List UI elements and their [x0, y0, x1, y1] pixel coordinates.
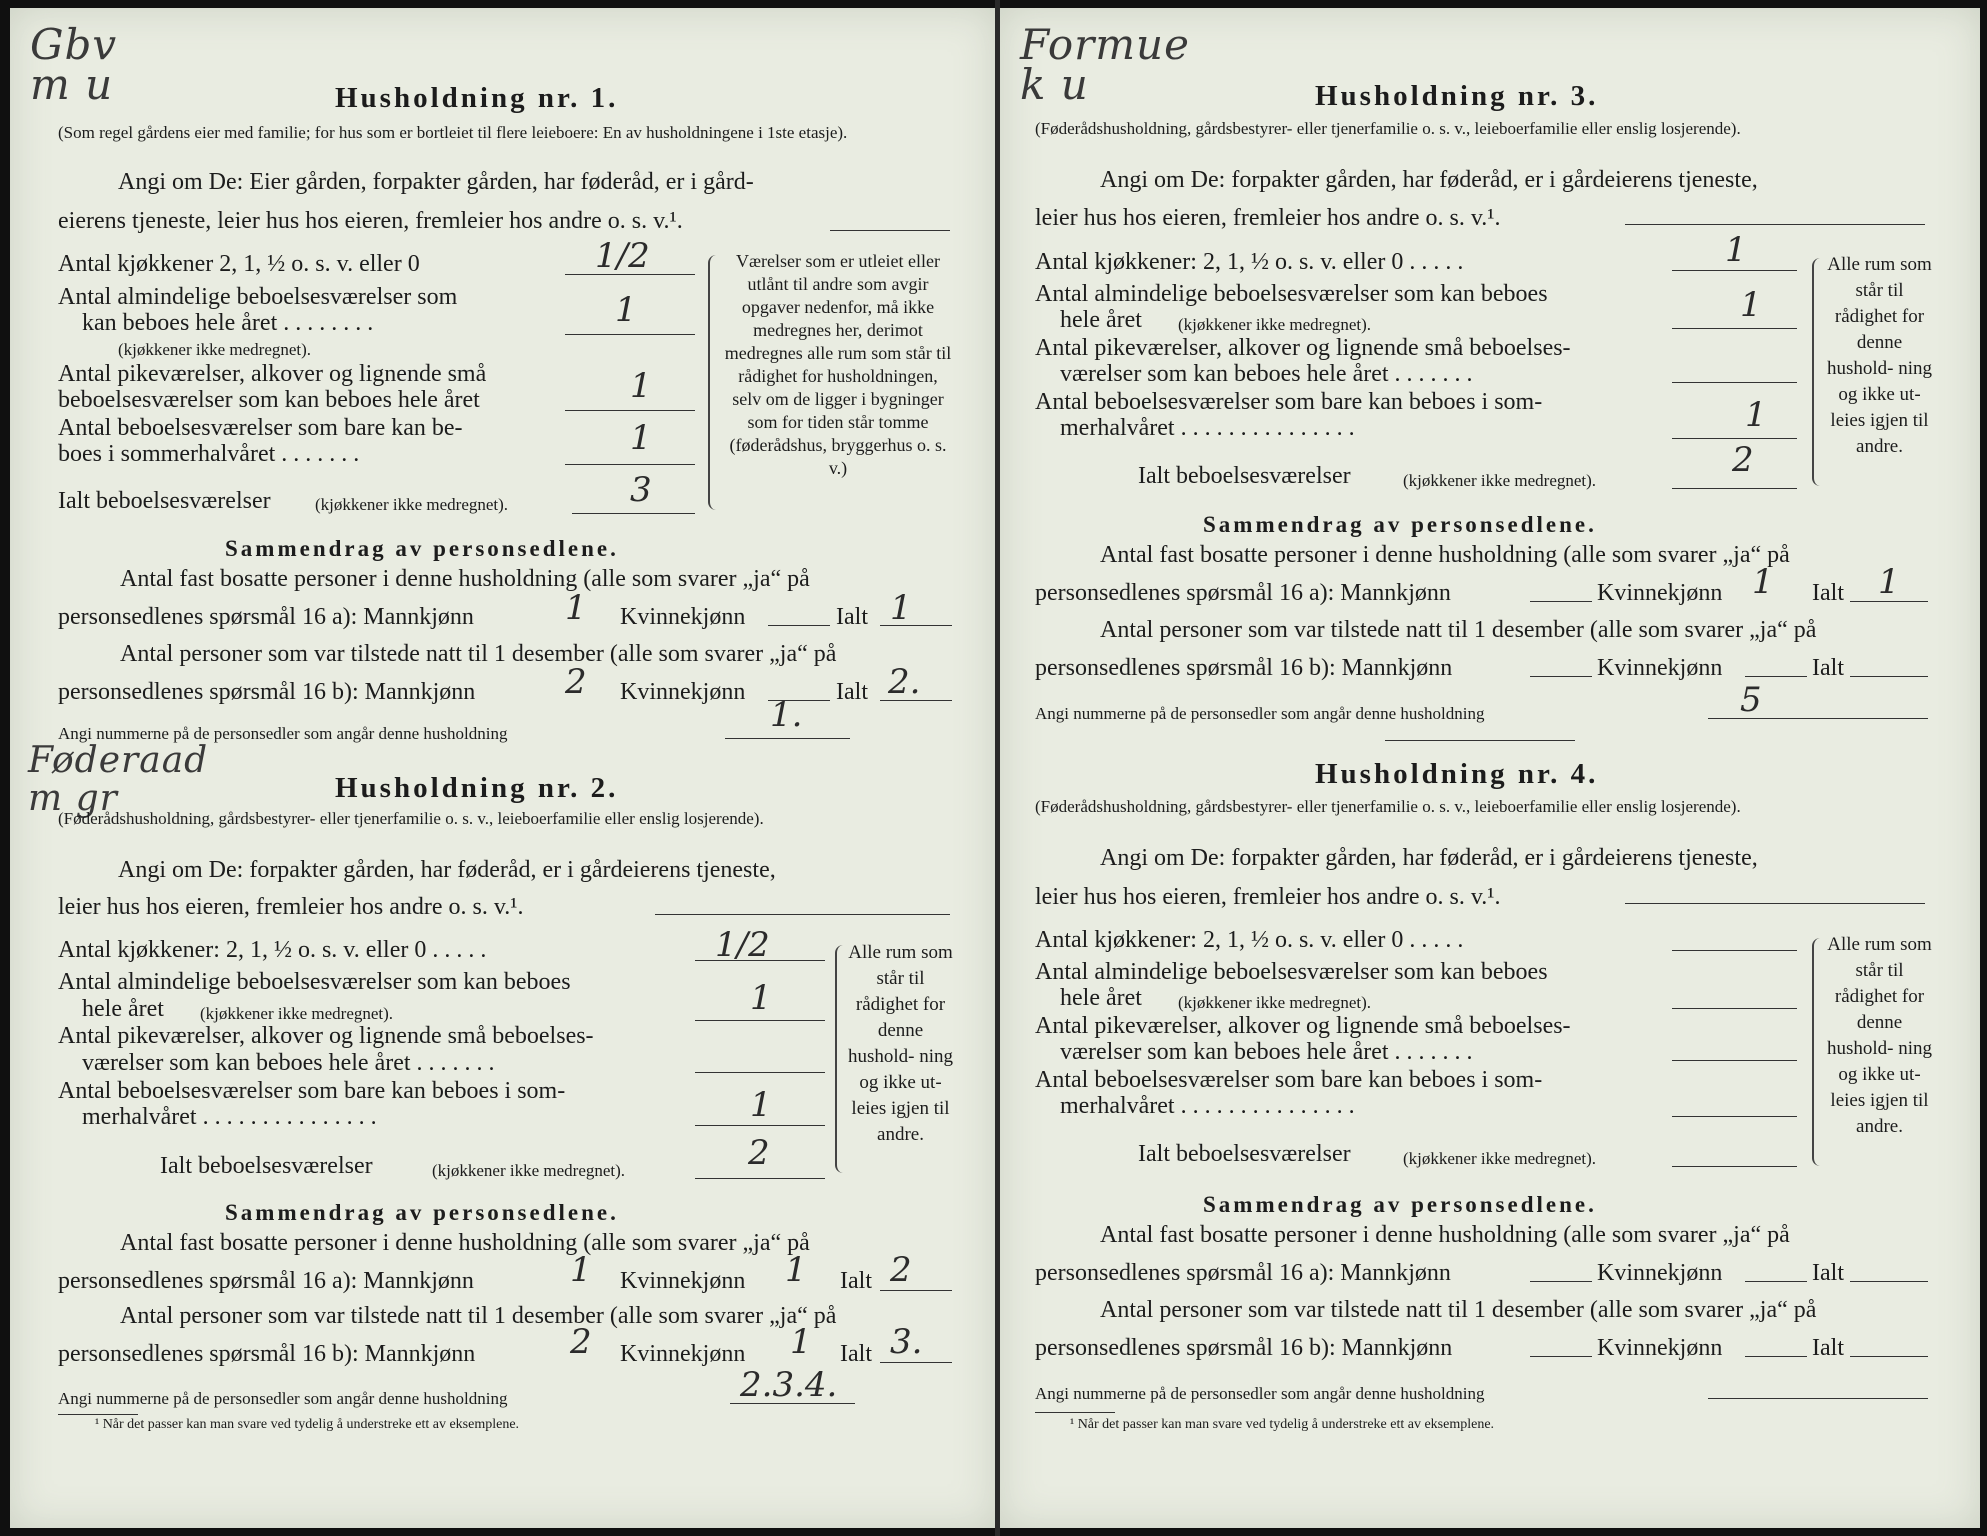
h4-fast-line1: Antal fast bosatte personer i denne husholdning (alle som svarer „ja“ på: [1100, 1222, 1790, 1248]
h3-tilst-ialt-label: Ialt: [1812, 655, 1844, 681]
h3-angi-answer-line: [1625, 224, 1925, 225]
h1-tilst-ialt-label: Ialt: [836, 679, 868, 705]
h4-fast-kvinne-label: Kvinnekjønn: [1597, 1260, 1723, 1286]
h3-alm-line: [1672, 328, 1797, 329]
h2-tilst-male: 2: [570, 1322, 592, 1362]
h3-tilst-ialt-line: [1850, 676, 1928, 677]
h2-alm-line: [695, 1020, 825, 1021]
h2-tilst-line2: personsedlenes spørsmål 16 b): Mannkjønn: [58, 1341, 476, 1367]
left-footnote: ¹ Når det passer kan man svare ved tydelig å understreke ett av eksemplene.: [95, 1417, 520, 1432]
h2-ialt-value: 2: [748, 1133, 770, 1173]
h1-sommer-label1: Antal beboelsesværelser som bare kan be-: [58, 415, 463, 441]
h3-sommer-label1: Antal beboelsesværelser som bare kan beboes i som-: [1035, 389, 1543, 415]
h4-tilst-line2: personsedlenes spørsmål 16 b): Mannkjønn: [1035, 1335, 1453, 1361]
h3-ialt-note: (kjøkkener ikke medregnet).: [1403, 471, 1597, 490]
h4-nummer-line: [1708, 1398, 1928, 1399]
h2-alm-label2: hele året: [82, 996, 164, 1022]
h4-pike-line: [1672, 1060, 1797, 1061]
h2-alm-label1: Antal almindelige beboelsesværelser som kan beboes: [58, 969, 571, 995]
h3-fast-line2: personsedlenes spørsmål 16 a): Mannkjønn: [1035, 580, 1451, 606]
h4-side-text: Alle rum som står til rådighet for denne hushold- ning og ikke ut- leies igjen til andre.: [1826, 934, 1933, 1137]
h2-tilst-ialt-label: Ialt: [840, 1341, 872, 1367]
h3-h4-separator: [1385, 740, 1575, 741]
h1-sommer-label2: boes i sommerhalvåret . . . . . . .: [58, 441, 360, 467]
h1-tilst-ialt-line: [880, 700, 952, 701]
h1-fast-total: 1: [890, 588, 912, 628]
h1-fast-kvinne-line: [768, 625, 830, 626]
h1-alm-label1: Antal almindelige beboelsesværelser som: [58, 284, 458, 310]
h2-ialt-line: [695, 1178, 825, 1179]
left-footnote-rule: [58, 1414, 138, 1415]
h1-alm-note: (kjøkkener ikke medregnet).: [118, 340, 312, 359]
h3-fast-female: 1: [1752, 562, 1774, 602]
h2-tilst-kvinne-label: Kvinnekjønn: [620, 1341, 746, 1367]
h1-alm-line: [565, 334, 695, 335]
h2-title: Husholdning nr. 2.: [335, 772, 619, 804]
h4-kjokken-label: Antal kjøkkener: 2, 1, ½ o. s. v. eller 0 . . . . .: [1035, 927, 1464, 953]
margin-note-foderaad: Føderaad m gr: [28, 740, 209, 819]
h2-kjokken-value: 1/2: [715, 925, 770, 965]
h4-fast-line2: personsedlenes spørsmål 16 a): Mannkjønn: [1035, 1260, 1451, 1286]
h1-fast-ialt-label: Ialt: [836, 604, 868, 630]
h2-summary-title: Sammendrag av personsedlene.: [225, 1200, 619, 1225]
h4-sommer-line: [1672, 1116, 1797, 1117]
h1-fast-line2: personsedlenes spørsmål 16 a): Mannkjønn: [58, 604, 474, 630]
h4-sommer-label2: merhalvåret . . . . . . . . . . . . . . .: [1060, 1093, 1355, 1119]
h1-nummer-line: [725, 738, 850, 739]
h2-fast-male: 1: [570, 1250, 592, 1290]
h2-angi-line1: Angi om De: forpakter gården, har føderåd, er i gårdeierens tjeneste,: [118, 857, 776, 883]
h4-tilst-ialt-label: Ialt: [1812, 1335, 1844, 1361]
margin-note-formue: Formue k u: [1020, 20, 1190, 109]
h2-nummer-line: [730, 1403, 855, 1404]
h3-tilst-line2: personsedlenes spørsmål 16 b): Mannkjønn: [1035, 655, 1453, 681]
h4-angi-line2: leier hus hos eieren, fremleier hos andre o. s. v.¹.: [1035, 884, 1501, 910]
h1-kjokken-value: 1/2: [595, 236, 650, 276]
h1-tilst-kvinne-label: Kvinnekjønn: [620, 679, 746, 705]
margin-note-gbv: Gbv m u: [30, 20, 118, 109]
h3-fast-line1: Antal fast bosatte personer i denne husholdning (alle som svarer „ja“ på: [1100, 542, 1790, 568]
h3-tilst-line1: Antal personer som var tilstede natt til 1 desember (alle som svarer „ja“ på: [1100, 617, 1817, 643]
h2-sommer-label1: Antal beboelsesværelser som bare kan beboes i som-: [58, 1078, 566, 1104]
h3-fast-ialt-label: Ialt: [1812, 580, 1844, 606]
h3-nummer-value: 5: [1740, 680, 1762, 720]
h3-sommer-line: [1672, 438, 1797, 439]
h2-sommer-value: 1: [750, 1085, 772, 1125]
h1-pike-label1: Antal pikeværelser, alkover og lignende små: [58, 361, 487, 387]
h1-angi-answer-line: [830, 230, 950, 231]
h4-tilst-line1: Antal personer som var tilstede natt til 1 desember (alle som svarer „ja“ på: [1100, 1297, 1817, 1323]
h1-alm-label2: kan beboes hele året . . . . . . . .: [82, 310, 374, 336]
h2-fast-female: 1: [785, 1250, 807, 1290]
right-footnote: ¹ Når det passer kan man svare ved tydelig å understreke ett av eksemplene.: [1070, 1417, 1495, 1432]
h1-tilst-line1: Antal personer som var tilstede natt til 1 desember (alle som svarer „ja“ på: [120, 641, 837, 667]
h2-fast-kvinne-label: Kvinnekjønn: [620, 1268, 746, 1294]
h3-ialt-value: 2: [1732, 440, 1754, 480]
h2-tilst-female: 1: [790, 1322, 812, 1362]
h1-ialt-label: Ialt beboelsesværelser: [58, 488, 271, 514]
h1-fast-ialt-line: [880, 625, 952, 626]
h3-ialt-line: [1672, 488, 1797, 489]
h4-ialt-label: Ialt beboelsesværelser: [1138, 1141, 1351, 1167]
h2-fast-ialt-label: Ialt: [840, 1268, 872, 1294]
h3-alm-value: 1: [1740, 285, 1762, 325]
h3-side-text: Alle rum som står til rådighet for denne hushold- ning og ikke ut- leies igjen til andre.: [1826, 254, 1933, 457]
h4-ialt-line: [1672, 1166, 1797, 1167]
h4-note: (Føderådshusholdning, gårdsbestyrer- eller tjenerfamilie o. s. v., leieboerfamilie eller enslig losjerende).: [1035, 797, 1741, 816]
h4-pike-label2: værelser som kan beboes hele året . . . . . . .: [1060, 1039, 1473, 1065]
h4-summary-title: Sammendrag av personsedlene.: [1203, 1192, 1597, 1217]
h4-tilst-kvinne-line: [1745, 1356, 1807, 1357]
h2-fast-ialt-line: [880, 1290, 952, 1291]
h3-angi-line2: leier hus hos eieren, fremleier hos andre o. s. v.¹.: [1035, 205, 1501, 231]
h4-alm-label2: hele året: [1060, 985, 1142, 1011]
h4-angi-answer-line: [1625, 903, 1925, 904]
h4-nummer-label: Angi nummerne på de personsedler som angår denne husholdning: [1035, 1384, 1485, 1403]
h1-pike-value: 1: [630, 366, 652, 406]
h3-kjokken-line: [1672, 270, 1797, 271]
h1-sommer-line: [565, 464, 695, 465]
h3-tilst-kvinne-label: Kvinnekjønn: [1597, 655, 1723, 681]
h1-nummer-label: Angi nummerne på de personsedler som angår denne husholdning: [58, 724, 508, 743]
h1-summary-title: Sammendrag av personsedlene.: [225, 536, 619, 561]
h4-angi-line1: Angi om De: forpakter gården, har føderåd, er i gårdeierens tjeneste,: [1100, 845, 1758, 871]
h1-tilst-male: 2: [565, 662, 587, 702]
h2-fast-line1: Antal fast bosatte personer i denne husholdning (alle som svarer „ja“ på: [120, 1230, 810, 1256]
h1-title: Husholdning nr. 1.: [335, 82, 619, 114]
h4-alm-label1: Antal almindelige beboelsesværelser som kan beboes: [1035, 959, 1548, 985]
h2-sommer-line: [695, 1125, 825, 1126]
h1-angi-line2: eierens tjeneste, leier hus hos eieren, fremleier hos andre o. s. v.¹.: [58, 208, 683, 234]
h4-fast-ialt-label: Ialt: [1812, 1260, 1844, 1286]
h2-angi-answer-line: [655, 914, 950, 915]
h2-ialt-note: (kjøkkener ikke medregnet).: [432, 1161, 626, 1180]
h3-tilst-male-line: [1530, 676, 1592, 677]
h1-kjokken-label: Antal kjøkkener 2, 1, ½ o. s. v. eller 0: [58, 251, 420, 277]
h2-tilst-line1: Antal personer som var tilstede natt til 1 desember (alle som svarer „ja“ på: [120, 1303, 837, 1329]
h4-fast-ialt-line: [1850, 1281, 1928, 1282]
h4-alm-note: (kjøkkener ikke medregnet).: [1178, 993, 1372, 1012]
h2-angi-line2: leier hus hos eieren, fremleier hos andre o. s. v.¹.: [58, 894, 524, 920]
h2-nummer-label: Angi nummerne på de personsedler som angår denne husholdning: [58, 1389, 508, 1408]
h3-summary-title: Sammendrag av personsedlene.: [1203, 512, 1597, 537]
h3-pike-label2: værelser som kan beboes hele året . . . . . . .: [1060, 361, 1473, 387]
h1-ialt-note: (kjøkkener ikke medregnet).: [315, 495, 509, 514]
h3-title: Husholdning nr. 3.: [1315, 80, 1599, 112]
h4-kjokken-line: [1672, 950, 1797, 951]
right-footnote-rule: [1035, 1412, 1115, 1413]
h1-side-text: Værelser som er utleiet eller utlånt til andre som avgir opgaver nedenfor, må ikke medregnes her, derimot medregnes alle rum som står til rådighet for husholdningen, selv om de ligger i bygninger som for tiden står tomme (føderådshus, bryggerhus o. s. v.): [724, 251, 952, 478]
h3-pike-line: [1672, 382, 1797, 383]
h1-note: (Som regel gårdens eier med familie; for hus som er bortleiet til flere leieboere: En av husholdningene i 1ste etasje).: [58, 123, 848, 142]
h3-fast-ialt-line: [1850, 601, 1928, 602]
h3-note: (Føderådshusholdning, gårdsbestyrer- eller tjenerfamilie o. s. v., leieboerfamilie eller enslig losjerende).: [1035, 119, 1741, 138]
h3-tilst-kvinne-line: [1745, 676, 1807, 677]
h2-kjokken-line: [695, 960, 825, 961]
h3-angi-line1: Angi om De: forpakter gården, har føderåd, er i gårdeierens tjeneste,: [1100, 167, 1758, 193]
h3-nummer-label: Angi nummerne på de personsedler som angår denne husholdning: [1035, 704, 1485, 723]
h3-sommer-label2: merhalvåret . . . . . . . . . . . . . . .: [1060, 415, 1355, 441]
h3-fast-total: 1: [1878, 562, 1900, 602]
h2-alm-note: (kjøkkener ikke medregnet).: [200, 1004, 394, 1023]
h4-pike-label1: Antal pikeværelser, alkover og lignende små beboelses-: [1035, 1013, 1571, 1039]
h1-fast-kvinne-label: Kvinnekjønn: [620, 604, 746, 630]
h1-sommer-value: 1: [630, 418, 652, 458]
h3-kjokken-value: 1: [1725, 230, 1747, 270]
h4-title: Husholdning nr. 4.: [1315, 758, 1599, 790]
h3-kjokken-label: Antal kjøkkener: 2, 1, ½ o. s. v. eller 0 . . . . .: [1035, 249, 1464, 275]
h2-sommer-label2: merhalvåret . . . . . . . . . . . . . . .: [82, 1104, 377, 1130]
h2-pike-label1: Antal pikeværelser, alkover og lignende små beboelses-: [58, 1023, 594, 1049]
h4-fast-male-line: [1530, 1281, 1592, 1282]
h4-tilst-ialt-line: [1850, 1356, 1928, 1357]
h1-pike-line: [565, 410, 695, 411]
h1-fast-line1: Antal fast bosatte personer i denne husholdning (alle som svarer „ja“ på: [120, 566, 810, 592]
h4-sommer-label1: Antal beboelsesværelser som bare kan beboes i som-: [1035, 1067, 1543, 1093]
h4-alm-line: [1672, 1008, 1797, 1009]
h1-fast-male: 1: [565, 588, 587, 628]
h3-alm-note: (kjøkkener ikke medregnet).: [1178, 315, 1372, 334]
h2-fast-line2: personsedlenes spørsmål 16 a): Mannkjønn: [58, 1268, 474, 1294]
h2-alm-value: 1: [750, 978, 772, 1018]
h4-fast-kvinne-line: [1745, 1281, 1807, 1282]
h4-tilst-male-line: [1530, 1356, 1592, 1357]
h1-pike-label2: beboelsesværelser som kan beboes hele året: [58, 387, 480, 413]
h4-tilst-kvinne-label: Kvinnekjønn: [1597, 1335, 1723, 1361]
h1-tilst-total: 2.: [888, 662, 921, 702]
h1-brace: [708, 255, 720, 510]
h2-note: (Føderådshusholdning, gårdsbestyrer- eller tjenerfamilie o. s. v., leieboerfamilie eller enslig losjerende).: [58, 809, 764, 828]
h2-tilst-ialt-line: [880, 1362, 952, 1363]
h1-tilst-line2: personsedlenes spørsmål 16 b): Mannkjønn: [58, 679, 476, 705]
h2-pike-line: [695, 1072, 825, 1073]
h2-nummer-value: 2.3.4.: [740, 1365, 838, 1405]
h3-sommer-value: 1: [1745, 395, 1767, 435]
h2-ialt-label: Ialt beboelsesværelser: [160, 1153, 373, 1179]
h2-side-text: Alle rum som står til rådighet for denne hushold- ning og ikke ut- leies igjen til andre.: [847, 942, 954, 1145]
h1-ialt-line: [572, 513, 695, 514]
h3-fast-kvinne-label: Kvinnekjønn: [1597, 580, 1723, 606]
h3-fast-male-line: [1530, 601, 1592, 602]
h3-nummer-line: [1708, 718, 1928, 719]
h2-tilst-total: 3.: [890, 1322, 923, 1362]
h1-angi-line1: Angi om De: Eier gården, forpakter gården, har føderåd, er i gård-: [118, 169, 754, 195]
h2-kjokken-label: Antal kjøkkener: 2, 1, ½ o. s. v. eller 0 . . . . .: [58, 937, 487, 963]
h3-alm-label2: hele året: [1060, 307, 1142, 333]
h3-ialt-label: Ialt beboelsesværelser: [1138, 463, 1351, 489]
h1-nummer-value: 1.: [770, 695, 803, 735]
h1-ialt-value: 3: [630, 470, 652, 510]
h2-pike-label2: værelser som kan beboes hele året . . . . . . .: [82, 1050, 495, 1076]
h2-fast-total: 2: [890, 1250, 912, 1290]
h3-alm-label1: Antal almindelige beboelsesværelser som kan beboes: [1035, 281, 1548, 307]
h4-ialt-note: (kjøkkener ikke medregnet).: [1403, 1149, 1597, 1168]
h1-alm-value: 1: [615, 290, 637, 330]
h3-pike-label1: Antal pikeværelser, alkover og lignende små beboelses-: [1035, 335, 1571, 361]
